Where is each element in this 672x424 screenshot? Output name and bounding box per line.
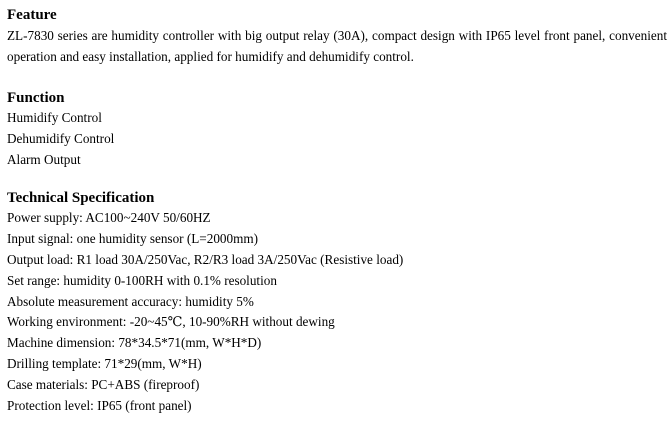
spec-heading: Technical Specification (7, 190, 155, 207)
spec-protection-level: Protection level: IP65 (front panel) (7, 397, 192, 413)
function-item-dehumidify: Dehumidify Control (7, 130, 115, 146)
feature-description: ZL-7830 series are humidity controller with big output relay (30A), compact design with IP65 level front panel, convenient operation and easy installation, applied for humidify and dehumidify control. (7, 28, 667, 64)
spec-drilling-template: Drilling template: 71*29(mm, W*H) (7, 355, 202, 371)
spec-list (7, 208, 672, 416)
spec-machine-dimension: Machine dimension: 78*34.5*71(mm, W*H*D) (7, 335, 262, 351)
spec-accuracy: Absolute measurement accuracy: humidity 5% (7, 293, 254, 309)
spec-set-range: Set range: humidity 0-100RH with 0.1% resolution (7, 272, 277, 288)
spec-input-signal: Input signal: one humidity sensor (L=2000mm) (7, 231, 259, 247)
function-list (7, 108, 672, 170)
spec-output-load: Output load: R1 load 30A/250Vac, R2/R3 load 3A/250Vac (Resistive load) (7, 251, 404, 267)
spec-working-environment: Working environment: -20~45℃, 10-90%RH without dewing (7, 314, 335, 330)
spec-power-supply: Power supply: AC100~240V 50/60HZ (7, 210, 211, 226)
function-item-humidify: Humidify Control (7, 110, 102, 125)
feature-heading: Feature (7, 7, 57, 23)
function-item-alarm: Alarm Output (7, 151, 81, 167)
function-heading: Function (7, 90, 65, 106)
section-spacer (7, 170, 672, 188)
section-spacer (7, 67, 672, 88)
spec-case-materials: Case materials: PC+ABS (fireproof) (7, 376, 200, 392)
